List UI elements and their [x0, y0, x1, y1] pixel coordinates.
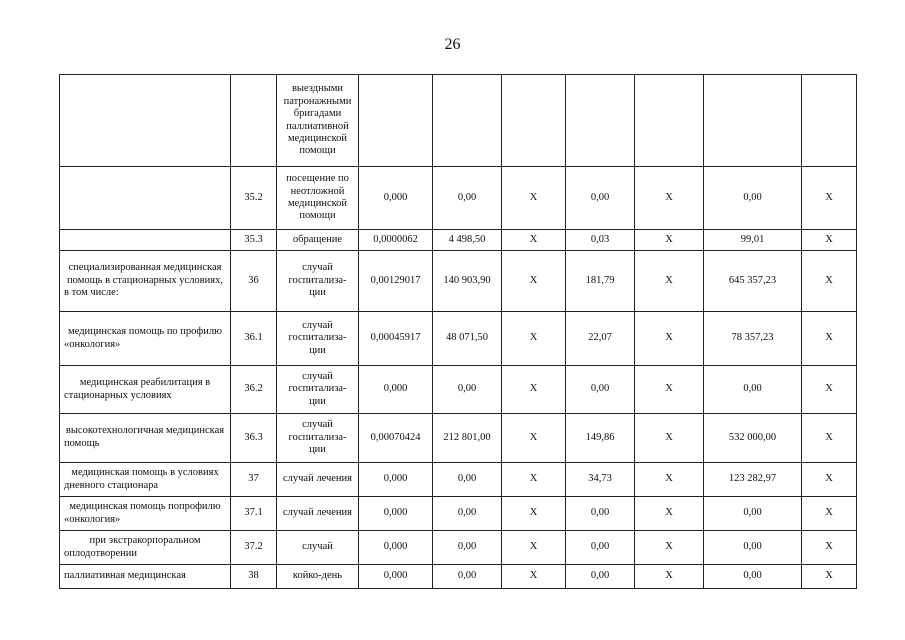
x-mark-cell: X	[635, 366, 704, 414]
row-number-cell	[231, 75, 277, 167]
row-name-cell: медицинская реабилитация в стационарных условиях	[60, 366, 231, 414]
x-mark-cell: X	[502, 167, 566, 230]
x-mark-cell: X	[635, 312, 704, 366]
table-row	[60, 414, 857, 463]
x-mark-cell: X	[502, 463, 566, 497]
x-mark-cell: X	[502, 531, 566, 565]
x-mark-cell: X	[802, 230, 857, 251]
total-cost-cell	[704, 75, 802, 167]
total-cost-cell: 0,00	[704, 531, 802, 565]
unit-cost-cell: 0,00	[433, 531, 502, 565]
unit-of-measure-cell: случай лечения	[277, 463, 359, 497]
unit-cost-cell: 0,00	[433, 167, 502, 230]
norm-volume-cell	[359, 75, 433, 167]
total-cost-cell: 0,00	[704, 366, 802, 414]
total-cost-cell: 0,00	[704, 167, 802, 230]
per-capita-value-cell: 181,79	[566, 251, 635, 312]
x-mark-cell: X	[802, 414, 857, 463]
row-number-cell: 37.1	[231, 497, 277, 531]
table-row	[60, 230, 857, 251]
norm-volume-cell: 0,00129017	[359, 251, 433, 312]
table-row	[60, 251, 857, 312]
norm-volume-cell: 0,000	[359, 497, 433, 531]
x-mark-cell: X	[635, 414, 704, 463]
x-mark-cell: X	[635, 251, 704, 312]
x-mark-cell: X	[502, 366, 566, 414]
total-cost-cell: 645 357,23	[704, 251, 802, 312]
row-number-cell: 35.2	[231, 167, 277, 230]
unit-of-measure-cell: случай госпитализа-ции	[277, 312, 359, 366]
x-mark-cell: X	[802, 251, 857, 312]
table-row	[60, 312, 857, 366]
total-cost-cell: 0,00	[704, 497, 802, 531]
unit-cost-cell: 212 801,00	[433, 414, 502, 463]
norm-volume-cell: 0,000	[359, 531, 433, 565]
unit-of-measure-cell: койко-день	[277, 565, 359, 589]
x-mark-cell: X	[802, 463, 857, 497]
unit-cost-cell	[433, 75, 502, 167]
table-row	[60, 531, 857, 565]
norm-volume-cell: 0,000	[359, 167, 433, 230]
table-row	[60, 497, 857, 531]
x-mark-cell: X	[502, 414, 566, 463]
unit-of-measure-cell: обращение	[277, 230, 359, 251]
per-capita-value-cell: 0,00	[566, 497, 635, 531]
x-mark-cell	[502, 75, 566, 167]
x-mark-cell: X	[502, 497, 566, 531]
table-row	[60, 565, 857, 589]
total-cost-cell: 99,01	[704, 230, 802, 251]
row-number-cell: 35.3	[231, 230, 277, 251]
x-mark-cell: X	[502, 565, 566, 589]
row-number-cell: 36.2	[231, 366, 277, 414]
x-mark-cell: X	[502, 251, 566, 312]
unit-of-measure-cell: выездными патронажными бригадами паллиативной медицинской помощи	[277, 75, 359, 167]
per-capita-value-cell: 34,73	[566, 463, 635, 497]
row-name-cell: паллиативная медицинская	[60, 565, 231, 589]
total-cost-cell: 0,00	[704, 565, 802, 589]
per-capita-value-cell	[566, 75, 635, 167]
row-name-cell: медицинская помощь по профилю «онкология»	[60, 312, 231, 366]
total-cost-cell: 78 357,23	[704, 312, 802, 366]
row-number-cell: 38	[231, 565, 277, 589]
per-capita-value-cell: 0,00	[566, 167, 635, 230]
norms-table	[59, 74, 857, 589]
row-number-cell: 36.3	[231, 414, 277, 463]
x-mark-cell: X	[802, 366, 857, 414]
row-name-cell	[60, 167, 231, 230]
table-row	[60, 463, 857, 497]
table-row	[60, 167, 857, 230]
row-number-cell: 37.2	[231, 531, 277, 565]
row-name-cell: медицинская помощь попрофилю «онкология»	[60, 497, 231, 531]
unit-cost-cell: 0,00	[433, 366, 502, 414]
x-mark-cell: X	[635, 167, 704, 230]
x-mark-cell: X	[802, 167, 857, 230]
x-mark-cell: X	[502, 312, 566, 366]
row-name-cell: специализированная медицинская помощь в стационарных условиях, в том числе:	[60, 251, 231, 312]
unit-cost-cell: 0,00	[433, 497, 502, 531]
unit-cost-cell: 48 071,50	[433, 312, 502, 366]
unit-of-measure-cell: случай	[277, 531, 359, 565]
unit-cost-cell: 4 498,50	[433, 230, 502, 251]
row-name-cell	[60, 230, 231, 251]
per-capita-value-cell: 0,03	[566, 230, 635, 251]
row-name-cell	[60, 75, 231, 167]
x-mark-cell: X	[635, 497, 704, 531]
per-capita-value-cell: 149,86	[566, 414, 635, 463]
x-mark-cell: X	[635, 230, 704, 251]
unit-of-measure-cell: случай госпитализа-ции	[277, 414, 359, 463]
total-cost-cell: 532 000,00	[704, 414, 802, 463]
unit-of-measure-cell: случай лечения	[277, 497, 359, 531]
row-number-cell: 36.1	[231, 312, 277, 366]
x-mark-cell: X	[802, 312, 857, 366]
unit-cost-cell: 140 903,90	[433, 251, 502, 312]
unit-of-measure-cell: случай госпитализа-ции	[277, 251, 359, 312]
total-cost-cell: 123 282,97	[704, 463, 802, 497]
norm-volume-cell: 0,000	[359, 463, 433, 497]
row-name-cell: высокотехнологичная медицинская помощь	[60, 414, 231, 463]
unit-of-measure-cell: посещение по неотложной медицинской помощи	[277, 167, 359, 230]
x-mark-cell	[802, 75, 857, 167]
norm-volume-cell: 0,000	[359, 565, 433, 589]
unit-cost-cell: 0,00	[433, 463, 502, 497]
per-capita-value-cell: 0,00	[566, 531, 635, 565]
x-mark-cell: X	[502, 230, 566, 251]
table-row	[60, 366, 857, 414]
norm-volume-cell: 0,0000062	[359, 230, 433, 251]
x-mark-cell: X	[802, 565, 857, 589]
unit-of-measure-cell: случай госпитализа-ции	[277, 366, 359, 414]
row-name-cell: при экстракорпоральном оплодотворении	[60, 531, 231, 565]
x-mark-cell: X	[802, 531, 857, 565]
norm-volume-cell: 0,000	[359, 366, 433, 414]
x-mark-cell	[635, 75, 704, 167]
x-mark-cell: X	[635, 463, 704, 497]
page-number: 26	[444, 36, 461, 53]
per-capita-value-cell: 0,00	[566, 366, 635, 414]
x-mark-cell: X	[635, 531, 704, 565]
per-capita-value-cell: 22,07	[566, 312, 635, 366]
unit-cost-cell: 0,00	[433, 565, 502, 589]
row-number-cell: 36	[231, 251, 277, 312]
per-capita-value-cell: 0,00	[566, 565, 635, 589]
norm-volume-cell: 0,00045917	[359, 312, 433, 366]
norm-volume-cell: 0,00070424	[359, 414, 433, 463]
table-row	[60, 75, 857, 167]
row-number-cell: 37	[231, 463, 277, 497]
x-mark-cell: X	[802, 497, 857, 531]
x-mark-cell: X	[635, 565, 704, 589]
row-name-cell: медицинская помощь в условиях дневного стационара	[60, 463, 231, 497]
